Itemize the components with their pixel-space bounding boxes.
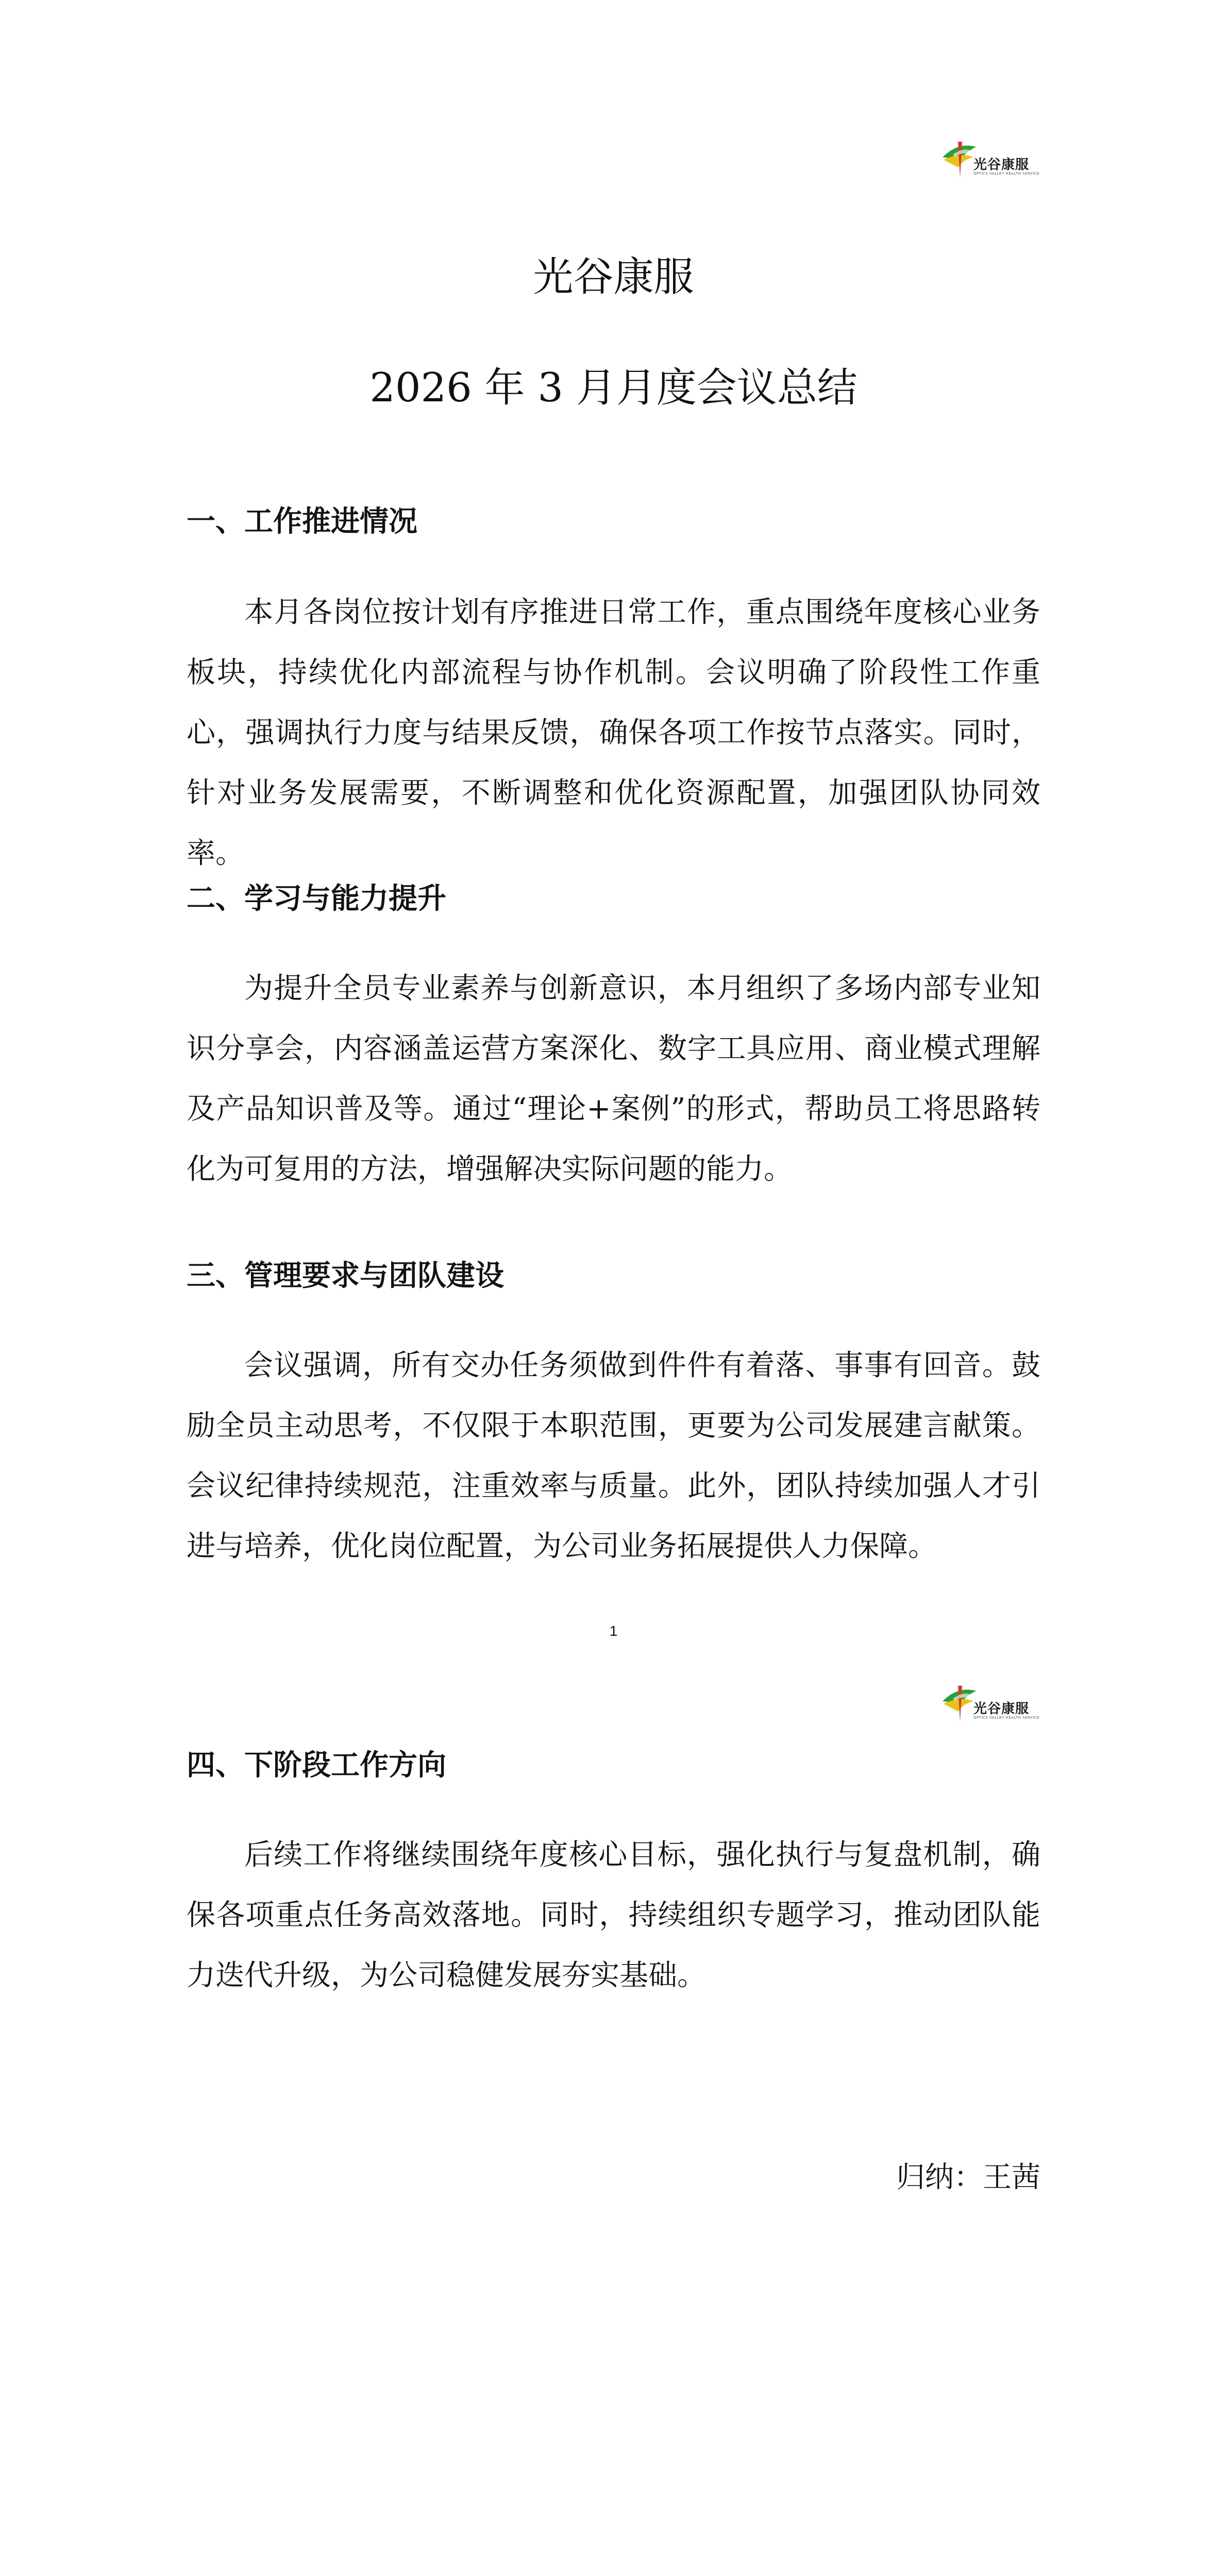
section-body-2: 为提升全员专业素养与创新意识，本月组织了多场内部专业知识分享会，内容涵盖运营方案深化、数字工具应用、商业模式理解及产品知识普及等。通过“理论+案例”的形式，帮助员工将思路转化为可复用的方法，增强解决实际问题的能力。 — [187, 972, 1040, 1186]
logo-subtext: OPTICS VALLEY HEALTH SERVICE — [973, 1716, 1040, 1720]
section-body-1: 本月各岗位按计划有序推进日常工作，重点围绕年度核心业务板块，持续优化内部流程与协作机制。会议明确了阶段性工作重心，强调执行力度与结果反馈，确保各项工作按节点落实。同时，针对业务发展需要，不断调整和优化资源配置，加强团队协同效率。 — [187, 596, 1040, 870]
page-2 — [0, 1657, 1227, 2576]
section-heading-1: 一、工作推进情况 — [187, 504, 417, 538]
section-heading-3: 三、管理要求与团队建设 — [187, 1259, 504, 1293]
page-number-1: 1 — [609, 1623, 618, 1639]
section-body-3: 会议强调，所有交办任务须做到件件有着落、事事有回音。鼓励全员主动思考，不仅限于本职范围，更要为公司发展建言献策。会议纪律持续规范，注重效率与质量。此外，团队持续加强人才引进与培养，优化岗位配置，为公司业务拓展提供人力保障。 — [187, 1349, 1040, 1563]
document-subtitle: 2026 年 3 月月度会议总结 — [369, 365, 858, 411]
document-title: 光谷康服 — [533, 254, 694, 300]
company-logo — [937, 1675, 1040, 1727]
logo-text: 光谷康服 — [973, 157, 1030, 173]
section-heading-2: 二、学习与能力提升 — [187, 882, 446, 916]
section-heading-4: 四、下阶段工作方向 — [187, 1748, 446, 1782]
company-logo — [937, 131, 1040, 183]
logo-subtext: OPTICS VALLEY HEALTH SERVICE — [973, 172, 1040, 176]
signature: 归纳：王茜 — [896, 2161, 1040, 2194]
logo-text: 光谷康服 — [973, 1701, 1030, 1717]
section-body-4: 后续工作将继续围绕年度核心目标，强化执行与复盘机制，确保各项重点任务高效落地。同时，持续组织专题学习，推动团队能力迭代升级，为公司稳健发展夯实基础。 — [187, 1838, 1040, 1992]
